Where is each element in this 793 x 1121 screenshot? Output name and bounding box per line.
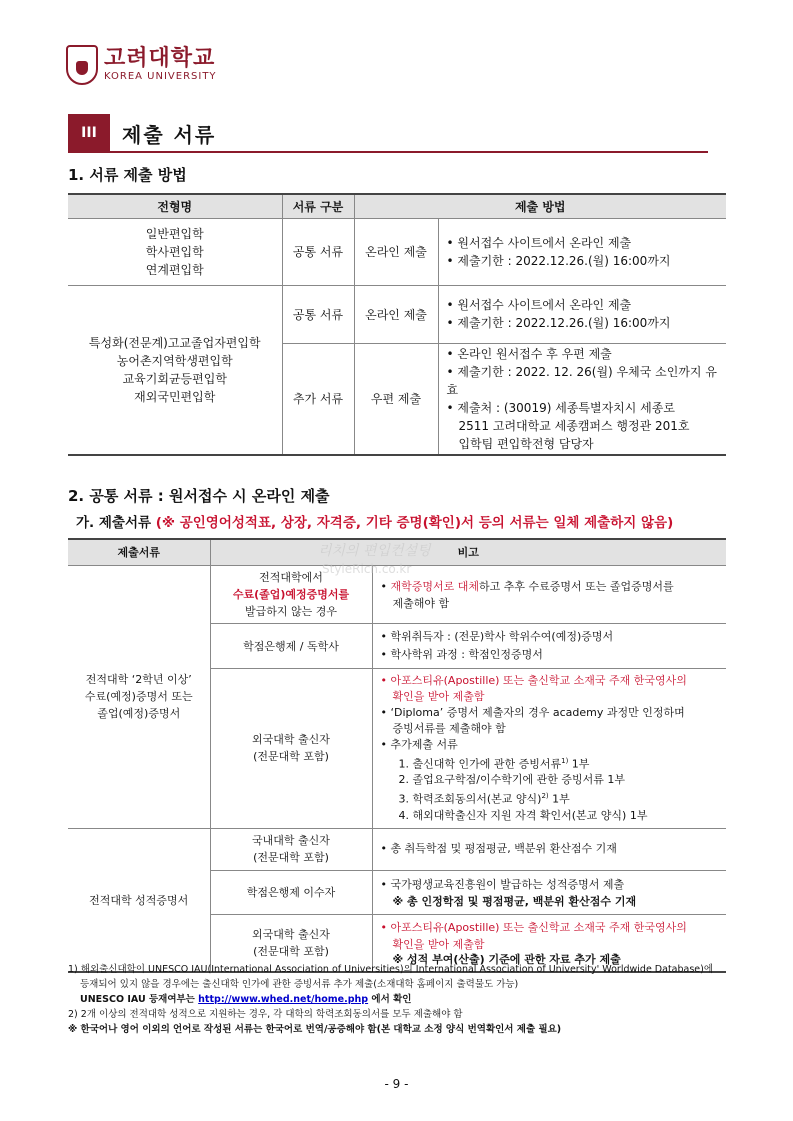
case-foreign-univ-transcript: 외국대학 출신자 (전문대학 포함) — [210, 914, 372, 972]
footnote-2: 2) 2개 이상의 전적대학 성적으로 지원하는 경우, 각 대학의 학력조회동의서를 모두 제출해야 함 — [68, 1009, 463, 1020]
common-documents-table — [68, 538, 726, 973]
method-detail: • 원서접수 사이트에서 온라인 제출 • 제출기한 : 2022.12.26.(월) 16:00까지 — [438, 218, 726, 285]
submit-online: 온라인 제출 — [354, 218, 438, 285]
section-number: III — [68, 114, 110, 152]
note-enrollment-replace: • 재학증명서로 대체하고 추후 수료증명서 또는 졸업증명서를 제출해야 함 — [372, 565, 726, 623]
submission-method-table — [68, 193, 726, 456]
university-logo — [66, 45, 217, 85]
doc-type-extra: 추가 서류 — [282, 343, 354, 455]
note-credit-bank: • 학위취득자 : (전문)학사 학위수여(예정)증명서 • 학사학위 과정 : 학점인정증명서 — [372, 623, 726, 668]
submit-mail: 우편 제출 — [354, 343, 438, 455]
col-header-remarks: 비고 — [210, 539, 726, 565]
col-header-method: 제출 방법 — [354, 194, 726, 218]
section-header — [68, 115, 708, 153]
admission-group-2: 특성화(전문계)고교졸업자편입학 농어촌지역학생편입학 교육기회균등편입학 재외국민편입학 — [68, 285, 282, 455]
doc-transcript: 전적대학 성적증명서 — [68, 828, 210, 972]
section-title: 제출 서류 — [122, 122, 217, 147]
doc-type-common: 공통 서류 — [282, 218, 354, 285]
note-domestic-univ: • 총 취득학점 및 평점평균, 백분위 환산점수 기재 — [372, 828, 726, 870]
whed-link[interactable]: http://www.whed.net/home.php — [198, 994, 369, 1005]
footnote-translation: ※ 한국어나 영어 이외의 언어로 작성된 서류는 한국어로 번역/공증해야 함(본 대학교 소정 양식 번역확인서 제출 필요) — [68, 1024, 562, 1035]
col-header-admission: 전형명 — [68, 194, 282, 218]
subsection-2-title: 2. 공통 서류 : 원서접수 시 온라인 제출 — [68, 487, 330, 505]
doc-completion-certificate: 전적대학 ‘2학년 이상’ 수료(예정)증명서 또는 졸업(예정)증명서 — [68, 565, 210, 828]
doc-type-common: 공통 서류 — [282, 285, 354, 343]
admission-group-1: 일반편입학 학사편입학 연계편입학 — [68, 218, 282, 285]
note-credit-bank-completer: • 국가평생교육진흥원이 발급하는 성적증명서 제출 ※ 총 인정학점 및 평점평균, 백분위 환산점수 기재 — [372, 870, 726, 914]
page-number: - 9 - — [384, 1077, 409, 1091]
method-detail: • 원서접수 사이트에서 온라인 제출 • 제출기한 : 2022.12.26.(월) 16:00까지 — [438, 285, 726, 343]
footnote-1: 1) 해외출신대학이 UNESCO IAU(International Association of Universities)의 International Association of University' Worldwide Database)에 — [68, 964, 714, 975]
case-domestic-univ: 국내대학 출신자 (전문대학 포함) — [210, 828, 372, 870]
university-seal-icon — [66, 45, 98, 85]
method-detail-mail: • 온라인 원서접수 후 우편 제출 • 제출기한 : 2022. 12. 26(월) 우체국 소인까지 유효 • 제출처 : (30019) 세종특별자치시 세종로 2511 고려대학교 세종캠퍼스 행정관 201호 입학팀 편입학전형 담당자 — [438, 343, 726, 455]
case-credit-bank-completer: 학점은행제 이수자 — [210, 870, 372, 914]
case-credit-bank: 학점은행제 / 독학사 — [210, 623, 372, 668]
note-foreign-transcript: • 아포스티유(Apostille) 또는 출신학교 소재국 주재 한국영사의 확인을 받아 제출함 ※ 성적 부여(산출) 기준에 관한 자료 추가 제출 — [372, 914, 726, 972]
footnotes: 1) 해외출신대학이 UNESCO IAU(International Association of Universities)의 International Association of University' Worldwide Database)에 등재되어 있지 않을 경우에는 출신대학 인가에 관한 증빙서류 추가 제출(소재대학 홈페이지 출력물도 가능) UNESCO IAU 등재여부는 http://www.whed.net/home.php 에서 확인 2) 2개 이상의 전적대학 성적으로 지원하는 경우, 각 대학의 학력조회동의서를 모두 제출해야 함 ※ 한국어나 영어 이외의 언어로 작성된 서류는 한국어로 번역/공증해야 함(본 대학교 소정 양식 번역확인서 제출 필요) — [68, 962, 728, 1037]
subsection-1-title: 1. 서류 제출 방법 — [68, 166, 187, 184]
watermark-text: 리치의 편입컨설팅 — [318, 543, 431, 559]
logo-english: KOREA UNIVERSITY — [104, 71, 217, 82]
submit-online: 온라인 제출 — [354, 285, 438, 343]
col-header-documents: 제출서류 — [68, 539, 210, 565]
col-header-doc-type: 서류 구분 — [282, 194, 354, 218]
watermark-url: StyleRich.co.kr — [322, 562, 412, 576]
subsection-2a-title: 가. 제출서류 (※ 공인영어성적표, 상장, 자격증, 기타 증명(확인)서 등의 서류는 일체 제출하지 않음) — [76, 515, 674, 531]
case-no-certificate: 전적대학에서 수료(졸업)예정증명서를 발급하지 않는 경우 — [210, 565, 372, 623]
logo-korean: 고려대학교 — [104, 46, 216, 71]
case-foreign-univ: 외국대학 출신자 (전문대학 포함) — [210, 668, 372, 828]
note-foreign-univ: • 아포스티유(Apostille) 또는 출신학교 소재국 주재 한국영사의 확인을 받아 제출함 • ‘Diploma’ 증명서 제출자의 경우 academy 과정만 인정하며 증빙서류를 제출해야 함 • 추가제출 서류 1. 출신대학 인가에 관한 증빙서류$^{1)}$ 1부 2. 졸업요구학점/이수학기에 관한 증빙서류 1부 3. 학력조회동의서(본교 양식)$^{2)}$ 1부 4. 해외대학출신자 지원 자격 확인서(본교 양식) 1부 — [372, 668, 726, 828]
